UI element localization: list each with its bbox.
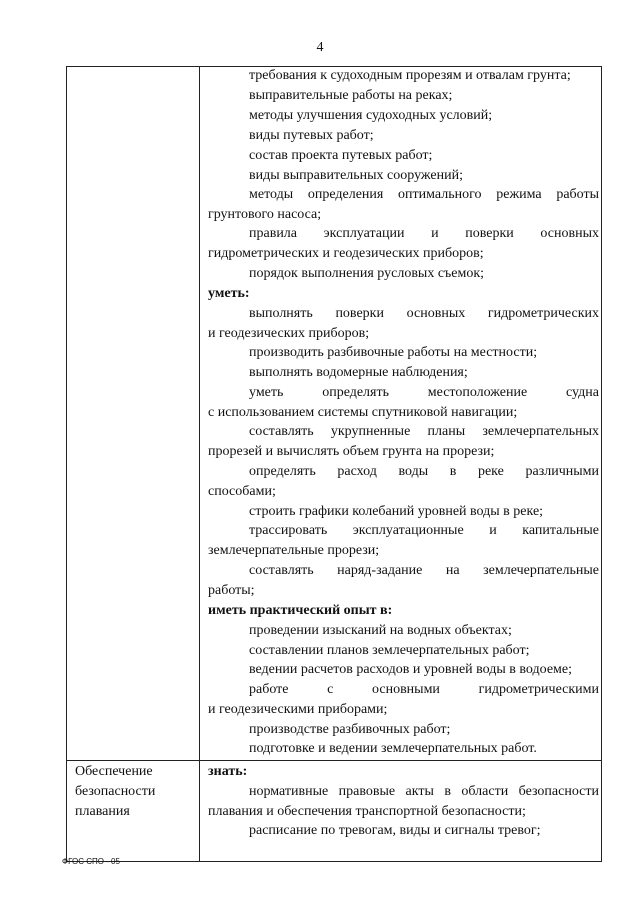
section-name-line: безопасности (75, 784, 156, 799)
section-heading-opyt: иметь практический опыт в: (208, 603, 393, 618)
text-line: трассировать эксплуатационные и капитальные (249, 523, 599, 538)
text-line: виды выправительных сооружений; (249, 168, 463, 183)
section-heading-znat: знать: (208, 764, 248, 779)
text-line: уметь определять местоположение судна (249, 385, 599, 400)
text-line: плавания и обеспечения транспортной безопасности; (208, 804, 526, 819)
text-line: работы; (208, 583, 255, 598)
text-line: ведении расчетов расходов и уровней воды в водоеме; (249, 662, 572, 677)
text-line: выполнять поверки основных гидрометрических (249, 306, 599, 321)
text-line: и геодезических приборов; (208, 326, 370, 341)
row-divider (67, 760, 601, 761)
text-line: строить графики колебаний уровней воды в реке; (249, 504, 544, 519)
text-line: составлять наряд-задание на землечерпательные (249, 563, 599, 578)
section-heading-umet: уметь: (208, 286, 250, 301)
text-line: и геодезическими приборами; (208, 702, 388, 717)
text-line: состав проекта путевых работ; (249, 148, 433, 163)
text-line: методы определения оптимального режима работы (249, 187, 599, 202)
text-line: порядок выполнения русловых съемок; (249, 266, 485, 281)
text-line: выправительные работы на реках; (249, 88, 453, 103)
text-line: нормативные правовые акты в области безопасности (249, 784, 599, 799)
text-line: составлении планов землечерпательных работ; (249, 643, 530, 658)
text-line: способами; (208, 484, 276, 499)
text-line: подготовке и ведении землечерпательных работ. (249, 741, 537, 756)
text-line: грунтового насоса; (208, 207, 322, 222)
text-line: землечерпательные прорези; (208, 543, 380, 558)
text-line: проведении изысканий на водных объектах; (249, 623, 512, 638)
text-line: гидрометрических и геодезических приборов; (208, 246, 484, 261)
text-line: правила эксплуатации и поверки основных (249, 226, 599, 241)
page-number: 4 (316, 40, 324, 55)
text-line: расписание по тревогам, виды и сигналы тревог; (249, 823, 541, 838)
text-line: работе с основными гидрометрическими (249, 682, 599, 697)
text-line: с использованием системы спутниковой навигации; (208, 405, 518, 420)
text-line: производстве разбивочных работ; (249, 722, 451, 737)
text-line: выполнять водомерные наблюдения; (249, 365, 468, 380)
text-line: прорезей и вычислять объем грунта на прорези; (208, 444, 495, 459)
page-footer: ФГОС СПО - 05 (62, 857, 120, 866)
text-line: требования к судоходным прорезям и отвалам грунта; (249, 68, 571, 83)
text-line: виды путевых работ; (249, 128, 374, 143)
text-line: производить разбивочные работы на местности; (249, 345, 538, 360)
text-line: методы улучшения судоходных условий; (249, 108, 493, 123)
competency-table (66, 66, 602, 862)
column-divider (199, 67, 200, 861)
section-name-line: плавания (75, 804, 130, 819)
section-name-line: Обеспечение (75, 764, 153, 779)
text-line: определять расход воды в реке различными (249, 464, 599, 479)
text-line: составлять укрупненные планы землечерпательных (249, 424, 599, 439)
